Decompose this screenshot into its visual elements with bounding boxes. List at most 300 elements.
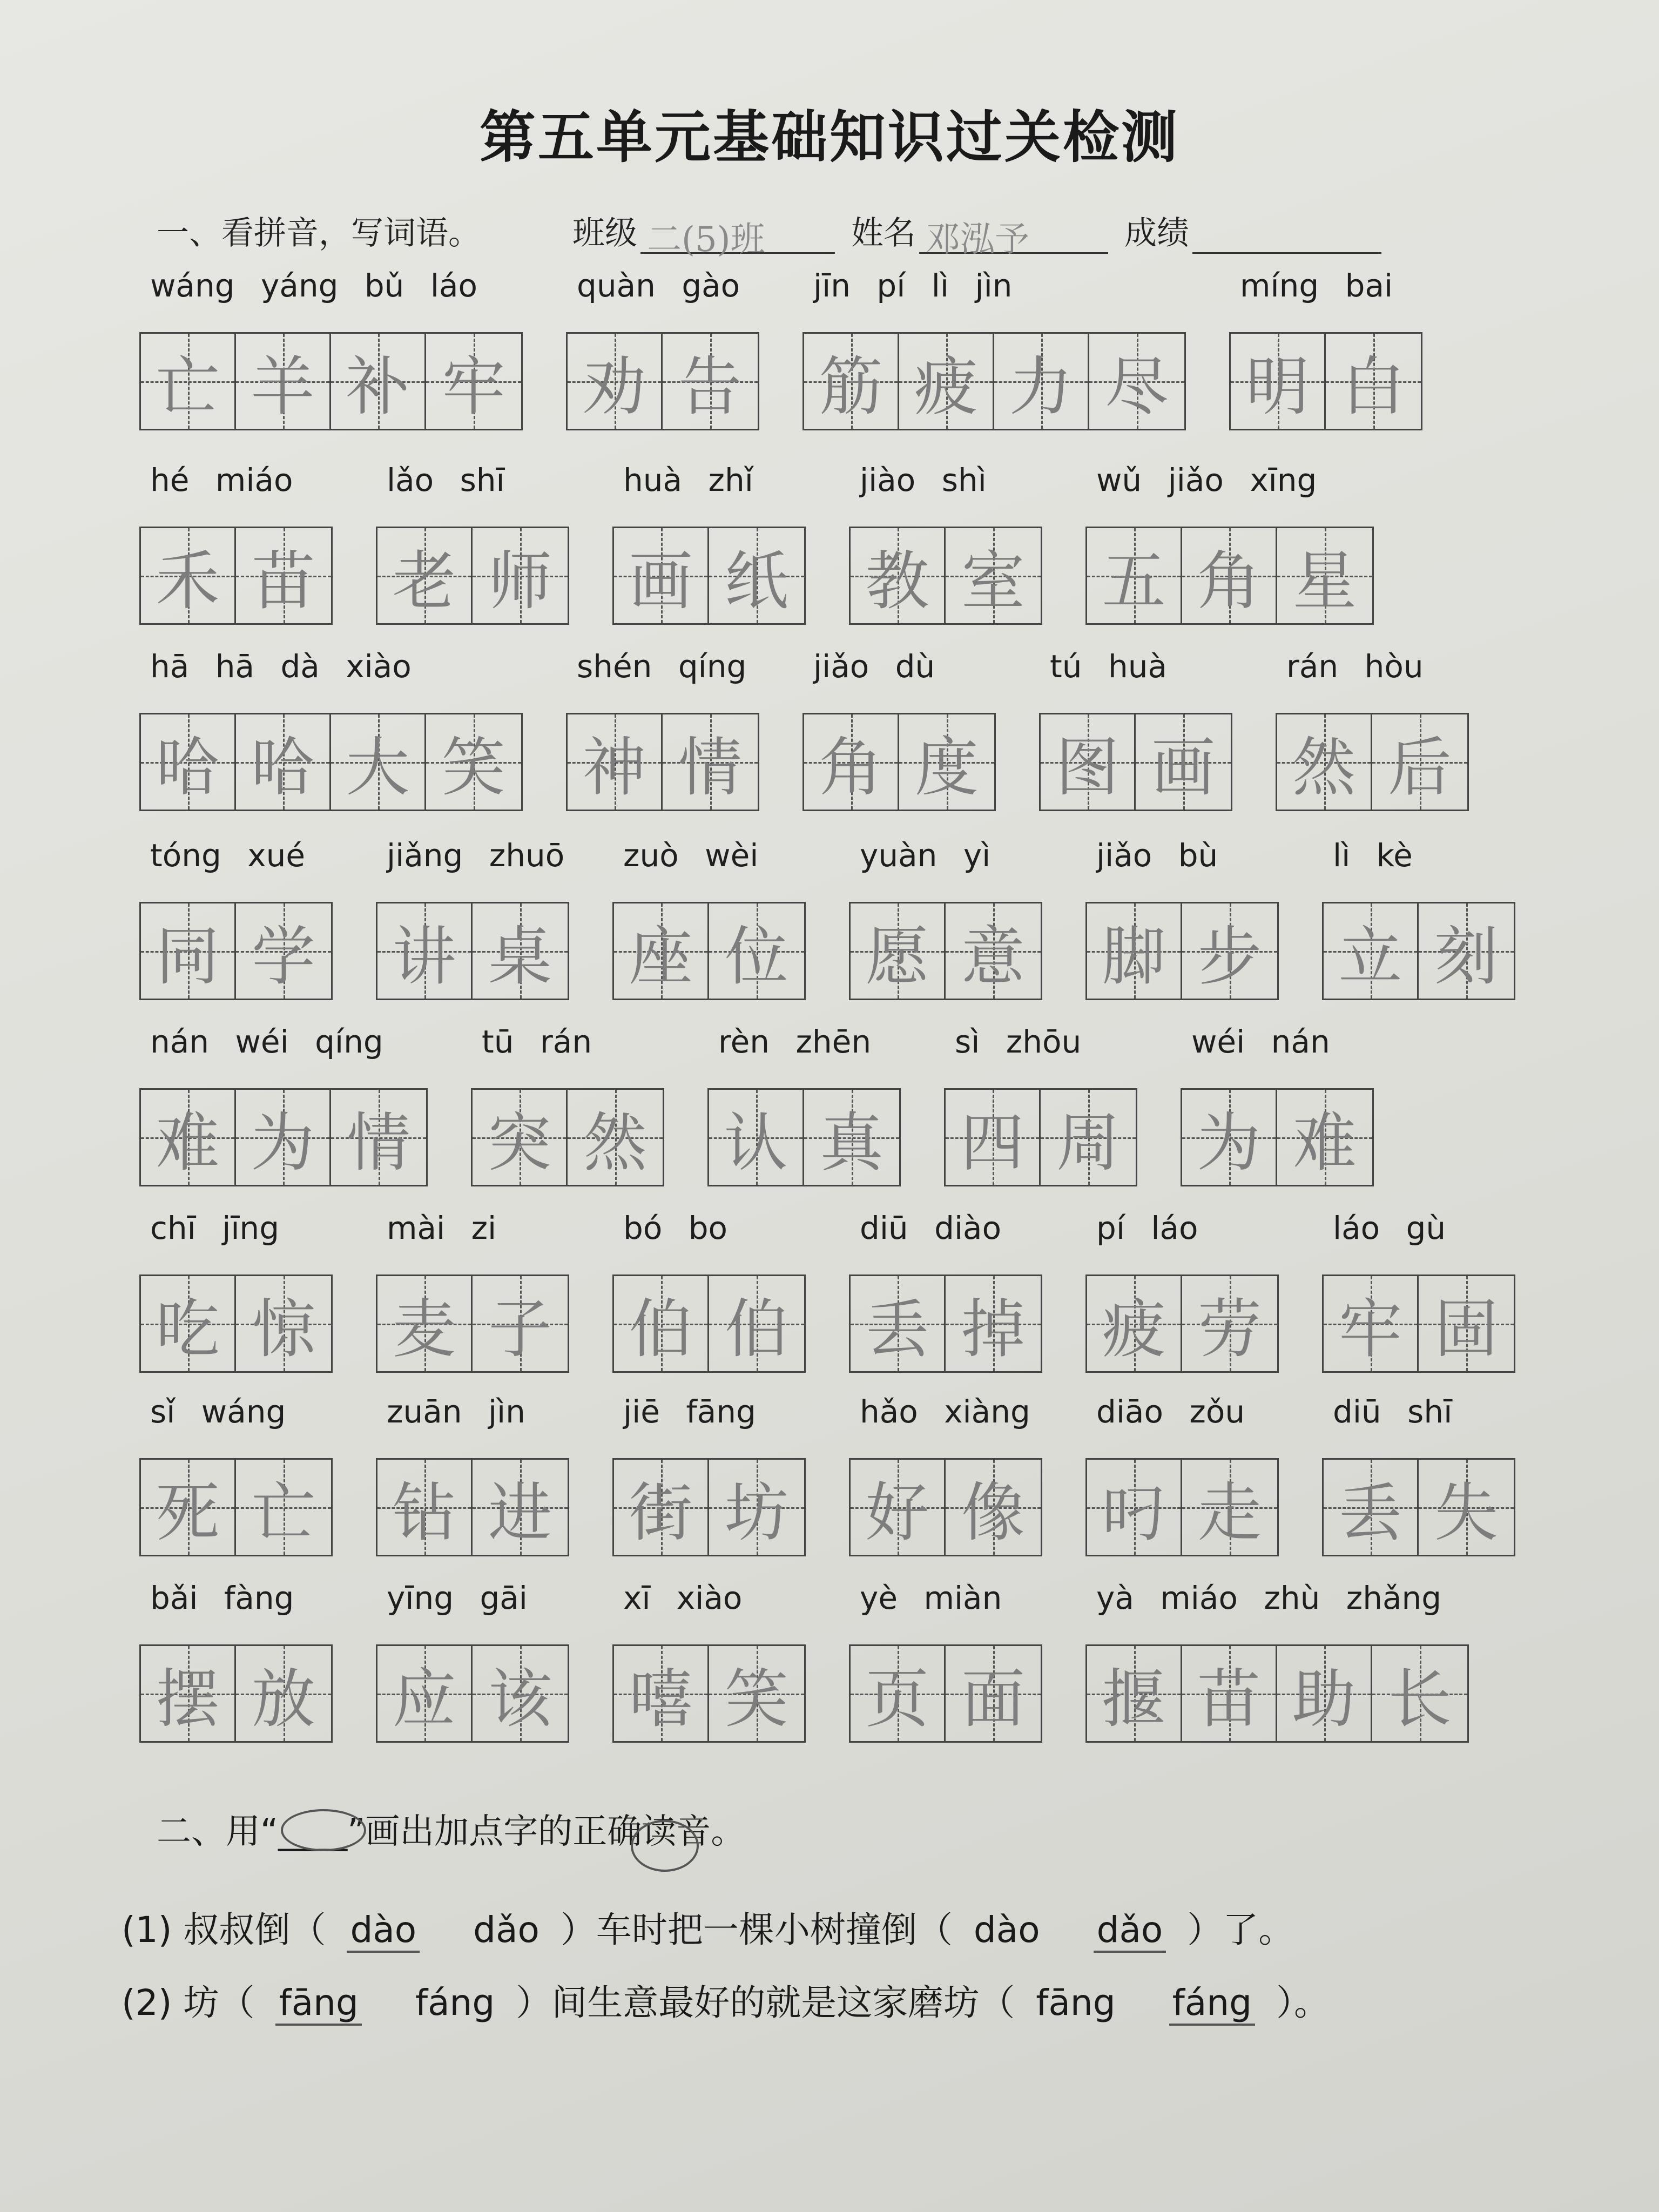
char-cell[interactable] (663, 334, 758, 429)
char-cell[interactable] (331, 714, 426, 810)
char-cell[interactable] (946, 1460, 1041, 1555)
word-box[interactable] (1322, 1274, 1515, 1373)
handwritten-char: 牢 (1338, 1292, 1402, 1366)
word-box[interactable] (1322, 1458, 1515, 1556)
char-cell[interactable] (236, 528, 331, 623)
word-box[interactable] (1085, 1458, 1279, 1556)
word-box[interactable] (849, 1458, 1042, 1556)
q1-text-1: 叔叔倒（ (183, 1909, 326, 1951)
char-cell[interactable] (141, 1276, 236, 1371)
word-box[interactable] (376, 1644, 569, 1743)
handwritten-char: 画 (629, 544, 693, 618)
q2-option-a1[interactable]: fāng (275, 1982, 361, 2026)
char-cell[interactable] (141, 1460, 236, 1555)
section1-heading: 一、看拼音，写词语。 (157, 214, 481, 252)
handwritten-char: 哈 (156, 730, 220, 805)
char-cell[interactable] (377, 1276, 473, 1371)
char-cell[interactable] (1231, 334, 1326, 429)
word-pinyin: diū shī (1333, 1393, 1453, 1430)
char-cell[interactable] (568, 1090, 663, 1185)
char-cell[interactable] (1324, 903, 1419, 999)
handwritten-char: 桌 (488, 919, 552, 994)
handwritten-char: 室 (961, 544, 1025, 618)
char-cell[interactable] (236, 1460, 331, 1555)
char-cell[interactable] (236, 903, 331, 999)
handwritten-char: 度 (914, 730, 979, 805)
name-field[interactable] (851, 207, 1108, 260)
name-value[interactable]: 邓泓予 (919, 212, 1108, 254)
char-cell[interactable] (899, 714, 994, 810)
handwritten-char: 摆 (156, 1662, 220, 1736)
word-pinyin: hǎo xiàng (860, 1393, 1030, 1430)
word-box[interactable] (139, 1644, 333, 1743)
handwritten-char: 走 (1197, 1475, 1262, 1550)
handwritten-char: 愿 (865, 919, 929, 994)
char-cell[interactable] (141, 1090, 236, 1185)
page-title: 第五单元基础知识过关检测 (479, 104, 1179, 170)
word-box[interactable] (139, 527, 333, 625)
char-cell[interactable] (1372, 714, 1467, 810)
handwritten-char: 纸 (724, 544, 788, 618)
word-pinyin: zuān jìn (387, 1393, 525, 1430)
handwritten-char: 位 (724, 919, 788, 994)
handwritten-char: 情 (678, 730, 742, 805)
word-box[interactable] (376, 902, 569, 1000)
handwritten-char: 伯 (724, 1292, 788, 1366)
char-cell[interactable] (236, 714, 331, 810)
handwritten-char: 告 (678, 349, 742, 424)
handwritten-char: 助 (1292, 1662, 1356, 1736)
char-cell[interactable] (377, 1460, 473, 1555)
handwritten-char: 星 (1292, 544, 1357, 618)
char-cell[interactable] (331, 1090, 426, 1185)
word-box[interactable] (1085, 902, 1279, 1000)
handwritten-char: 角 (819, 730, 883, 805)
word-box[interactable] (612, 1644, 806, 1743)
handwritten-char: 羊 (251, 349, 315, 424)
word-box[interactable] (1229, 332, 1422, 430)
handwritten-char: 面 (961, 1662, 1025, 1736)
char-cell[interactable] (473, 1276, 568, 1371)
char-cell[interactable] (1277, 528, 1372, 623)
word-box[interactable] (944, 1088, 1137, 1186)
word-box[interactable] (1085, 527, 1374, 625)
handwritten-char: 后 (1387, 730, 1452, 805)
handwritten-char: 放 (251, 1662, 315, 1736)
name-label: 姓名 (851, 214, 916, 252)
char-cell[interactable] (141, 1646, 236, 1741)
char-cell[interactable] (473, 1460, 568, 1555)
handwritten-char: 麦 (392, 1292, 456, 1366)
q2-option-a2[interactable]: fāng (1036, 1982, 1116, 2024)
handwritten-char: 刻 (1434, 919, 1498, 994)
char-cell[interactable] (377, 903, 473, 999)
handwritten-char: 好 (865, 1475, 929, 1550)
score-field[interactable] (1124, 207, 1381, 254)
word-box[interactable] (1322, 902, 1515, 1000)
word-box[interactable] (612, 527, 806, 625)
word-box[interactable] (376, 1458, 569, 1556)
word-box[interactable] (802, 713, 996, 811)
char-cell[interactable] (1277, 1646, 1372, 1741)
char-cell[interactable] (1277, 714, 1372, 810)
char-cell[interactable] (614, 1460, 709, 1555)
handwritten-char: 认 (724, 1105, 788, 1180)
handwritten-char: 笑 (441, 730, 505, 805)
char-cell[interactable] (331, 334, 426, 429)
word-pinyin: jīn pí lì jìn (813, 267, 1013, 304)
handwritten-char: 图 (1055, 730, 1120, 805)
word-pinyin: lì kè (1333, 837, 1413, 874)
char-cell[interactable] (804, 714, 899, 810)
word-pinyin: diāo zǒu (1096, 1393, 1245, 1430)
handwritten-char: 疲 (1102, 1292, 1166, 1366)
handwritten-char: 座 (629, 919, 693, 994)
char-cell[interactable] (709, 1090, 804, 1185)
char-cell[interactable] (946, 1646, 1041, 1741)
word-pinyin: lǎo shī (387, 462, 505, 498)
word-pinyin: yuàn yì (860, 837, 991, 874)
word-pinyin: nán wéi qíng (150, 1023, 383, 1060)
char-cell[interactable] (851, 1276, 946, 1371)
char-cell[interactable] (614, 1276, 709, 1371)
word-pinyin: rán hòu (1286, 648, 1424, 685)
word-pinyin: wéi nán (1191, 1023, 1330, 1060)
char-cell[interactable] (236, 1276, 331, 1371)
char-cell[interactable] (473, 903, 568, 999)
q2-text-2: ）间生意最好的就是这家磨坊（ (516, 1982, 1015, 2024)
word-box[interactable] (849, 902, 1042, 1000)
char-cell[interactable] (236, 334, 331, 429)
handwritten-char: 该 (488, 1662, 552, 1736)
word-box[interactable] (139, 902, 333, 1000)
word-box[interactable] (849, 527, 1042, 625)
char-cell[interactable] (426, 714, 521, 810)
word-box[interactable] (376, 527, 569, 625)
char-cell[interactable] (473, 1090, 568, 1185)
word-box[interactable] (1276, 713, 1469, 811)
char-cell[interactable] (1087, 1460, 1182, 1555)
word-pinyin: wáng yáng bǔ láo (150, 267, 478, 304)
q1-number: (1) (122, 1909, 172, 1951)
char-cell[interactable] (236, 1646, 331, 1741)
circle-mark-correct (631, 1820, 699, 1872)
word-pinyin: zuò wèi (623, 837, 759, 874)
char-cell[interactable] (709, 1460, 804, 1555)
handwritten-char: 哈 (251, 730, 315, 805)
char-cell[interactable] (709, 903, 804, 999)
q2-number: (2) (122, 1982, 172, 2024)
word-pinyin: mài zi (387, 1210, 497, 1246)
char-cell[interactable] (614, 903, 709, 999)
char-cell[interactable] (1041, 1090, 1136, 1185)
q1-text-3: ）了。 (1187, 1909, 1294, 1951)
q2-text-1: 坊（ (183, 1982, 255, 2024)
handwritten-char: 补 (346, 349, 410, 424)
word-pinyin: shén qíng (577, 648, 747, 685)
char-cell[interactable] (1087, 903, 1182, 999)
char-cell[interactable] (473, 528, 568, 623)
handwritten-char: 五 (1102, 544, 1166, 618)
char-cell[interactable] (1087, 1276, 1182, 1371)
handwritten-char: 难 (156, 1105, 220, 1180)
word-pinyin: hé miáo (150, 462, 293, 498)
char-cell[interactable] (568, 334, 663, 429)
handwritten-char: 子 (488, 1292, 552, 1366)
handwritten-char: 画 (1151, 730, 1215, 805)
char-cell[interactable] (141, 714, 236, 810)
char-cell[interactable] (946, 528, 1041, 623)
handwritten-char: 长 (1387, 1662, 1452, 1736)
handwritten-char: 步 (1197, 919, 1262, 994)
handwritten-char: 街 (629, 1475, 693, 1550)
word-box[interactable] (1085, 1644, 1469, 1743)
handwritten-char: 死 (156, 1475, 220, 1550)
word-pinyin: tú huà (1050, 648, 1167, 685)
word-box[interactable] (139, 1274, 333, 1373)
char-cell[interactable] (1419, 1460, 1514, 1555)
char-cell[interactable] (1372, 1646, 1467, 1741)
handwritten-char: 师 (488, 544, 552, 618)
char-cell[interactable] (1087, 1646, 1182, 1741)
handwritten-char: 进 (488, 1475, 552, 1550)
word-box[interactable] (612, 902, 806, 1000)
word-box[interactable] (1085, 1274, 1279, 1373)
char-cell[interactable] (1089, 334, 1184, 429)
char-cell[interactable] (1087, 528, 1182, 623)
circle-mark-quote (281, 1809, 366, 1851)
handwritten-char: 老 (392, 544, 456, 618)
handwritten-char: 教 (865, 544, 929, 618)
char-cell[interactable] (851, 528, 946, 623)
word-pinyin: jiǎng zhuō (387, 837, 565, 874)
class-label: 班级 (572, 214, 637, 252)
word-box[interactable] (802, 332, 1186, 430)
word-pinyin: láo gù (1333, 1210, 1446, 1246)
word-box[interactable] (566, 713, 759, 811)
handwritten-char: 白 (1341, 349, 1405, 424)
word-box[interactable] (139, 1088, 428, 1186)
handwritten-char: 意 (961, 919, 1025, 994)
char-cell[interactable] (1324, 1460, 1419, 1555)
handwritten-char: 应 (392, 1662, 456, 1736)
handwritten-char: 禾 (156, 544, 220, 618)
word-box[interactable] (566, 332, 759, 430)
word-pinyin: huà zhǐ (623, 462, 753, 498)
handwritten-char: 像 (961, 1475, 1025, 1550)
char-cell[interactable] (994, 334, 1089, 429)
char-cell[interactable] (1324, 1276, 1419, 1371)
char-cell[interactable] (946, 1276, 1041, 1371)
char-cell[interactable] (663, 714, 758, 810)
char-cell[interactable] (614, 1646, 709, 1741)
handwritten-char: 情 (346, 1105, 410, 1180)
word-pinyin: yè miàn (860, 1580, 1002, 1616)
char-cell[interactable] (377, 528, 473, 623)
handwritten-char: 为 (1197, 1105, 1261, 1180)
q2-text-3: ）。 (1276, 1982, 1330, 2024)
handwritten-char: 劝 (582, 349, 646, 424)
word-box[interactable] (1181, 1088, 1374, 1186)
handwritten-char: 明 (1245, 349, 1310, 424)
word-box[interactable] (612, 1274, 806, 1373)
word-pinyin: rèn zhēn (718, 1023, 872, 1060)
char-cell[interactable] (804, 1090, 899, 1185)
handwritten-char: 亡 (156, 349, 220, 424)
handwritten-char: 大 (346, 730, 410, 805)
word-box[interactable] (612, 1458, 806, 1556)
char-cell[interactable] (899, 334, 994, 429)
word-box[interactable] (139, 713, 523, 811)
word-pinyin: sì zhōu (955, 1023, 1082, 1060)
char-cell[interactable] (1182, 528, 1277, 623)
word-pinyin: jiǎo bù (1096, 837, 1218, 874)
word-pinyin: yīng gāi (387, 1580, 528, 1616)
word-pinyin: hā hā dà xiào (150, 648, 412, 685)
char-cell[interactable] (1326, 334, 1421, 429)
handwritten-char: 揠 (1102, 1662, 1166, 1736)
char-cell[interactable] (141, 528, 236, 623)
handwritten-char: 立 (1338, 919, 1402, 994)
section1-header (157, 194, 1399, 260)
question-1 (122, 1901, 1294, 1952)
q2-option-b2[interactable]: fáng (1169, 1982, 1255, 2026)
word-pinyin: jiào shì (860, 462, 987, 498)
word-pinyin: tū rán (482, 1023, 592, 1060)
handwritten-char: 牢 (441, 349, 505, 424)
char-cell[interactable] (614, 528, 709, 623)
char-cell[interactable] (946, 903, 1041, 999)
char-cell[interactable] (709, 528, 804, 623)
word-pinyin: sǐ wáng (150, 1393, 286, 1430)
handwritten-char: 突 (487, 1105, 551, 1180)
word-pinyin: xī xiào (623, 1580, 743, 1616)
word-box[interactable] (1039, 713, 1232, 811)
char-cell[interactable] (709, 1276, 804, 1371)
class-field[interactable] (572, 207, 835, 260)
handwritten-char: 疲 (914, 349, 978, 424)
handwritten-char: 难 (1292, 1105, 1357, 1180)
handwritten-char: 吃 (156, 1292, 220, 1366)
word-box[interactable] (849, 1644, 1042, 1743)
handwritten-char: 丢 (865, 1292, 929, 1366)
word-pinyin: jiē fāng (623, 1393, 756, 1430)
q2-option-b1[interactable]: fáng (415, 1982, 495, 2024)
char-cell[interactable] (1182, 1090, 1277, 1185)
char-cell[interactable] (851, 1646, 946, 1741)
word-box[interactable] (849, 1274, 1042, 1373)
handwritten-char: 笑 (724, 1662, 788, 1736)
handwritten-char: 苗 (1197, 1662, 1261, 1736)
word-pinyin: bó bo (623, 1210, 728, 1246)
word-pinyin: bǎi fàng (150, 1580, 294, 1616)
char-cell[interactable] (1182, 1646, 1277, 1741)
handwritten-char: 钻 (392, 1475, 456, 1550)
char-cell[interactable] (1419, 903, 1514, 999)
handwritten-char: 然 (1292, 730, 1356, 805)
handwritten-char: 丢 (1338, 1475, 1402, 1550)
char-cell[interactable] (141, 334, 236, 429)
char-cell[interactable] (1182, 1460, 1277, 1555)
char-cell[interactable] (426, 334, 521, 429)
word-pinyin: chī jīng (150, 1210, 280, 1246)
handwritten-char: 掉 (961, 1292, 1025, 1366)
q1-option-a1[interactable]: dào (347, 1909, 420, 1953)
handwritten-char: 脚 (1102, 919, 1166, 994)
handwritten-char: 固 (1434, 1292, 1498, 1366)
word-pinyin: diū diào (860, 1210, 1002, 1246)
handwritten-char: 真 (819, 1105, 884, 1180)
char-cell[interactable] (1419, 1276, 1514, 1371)
char-cell[interactable] (473, 1646, 568, 1741)
score-label: 成绩 (1124, 214, 1189, 252)
section2-heading: 二、用“____”画出加点字的正确读音。 (157, 1812, 746, 1852)
handwritten-char: 为 (251, 1105, 315, 1180)
word-box[interactable] (139, 1458, 333, 1556)
class-value[interactable]: 二(5)班 (640, 212, 835, 254)
handwritten-char: 四 (960, 1105, 1024, 1180)
handwritten-char: 坊 (724, 1475, 788, 1550)
char-cell[interactable] (851, 1460, 946, 1555)
char-cell[interactable] (1277, 1090, 1372, 1185)
word-pinyin: jiǎo dù (813, 648, 935, 685)
char-cell[interactable] (709, 1646, 804, 1741)
q1-option-a2[interactable]: dào (973, 1909, 1040, 1951)
question-2 (122, 1974, 1330, 2025)
word-box[interactable] (376, 1274, 569, 1373)
word-pinyin: tóng xué (150, 837, 306, 874)
char-cell[interactable] (804, 334, 899, 429)
handwritten-char: 同 (156, 919, 220, 994)
handwritten-char: 叼 (1102, 1475, 1166, 1550)
char-cell[interactable] (946, 1090, 1041, 1185)
handwritten-char: 神 (582, 730, 646, 805)
handwritten-char: 学 (251, 919, 315, 994)
char-cell[interactable] (1041, 714, 1136, 810)
word-pinyin: wǔ jiǎo xīng (1096, 462, 1317, 498)
q1-option-b2[interactable]: dǎo (1094, 1909, 1166, 1953)
char-cell[interactable] (851, 903, 946, 999)
char-cell[interactable] (377, 1646, 473, 1741)
char-cell[interactable] (1136, 714, 1231, 810)
handwritten-char: 角 (1197, 544, 1261, 618)
q1-option-b1[interactable]: dǎo (473, 1909, 539, 1951)
char-cell[interactable] (1182, 1276, 1277, 1371)
handwritten-char: 失 (1434, 1475, 1498, 1550)
word-box[interactable] (139, 332, 523, 430)
handwritten-char: 亡 (251, 1475, 315, 1550)
handwritten-char: 筋 (819, 349, 883, 424)
handwritten-char: 劳 (1197, 1292, 1262, 1366)
word-pinyin: míng bai (1240, 267, 1393, 304)
handwritten-char: 苗 (251, 544, 315, 618)
word-pinyin: quàn gào (577, 267, 740, 304)
char-cell[interactable] (1182, 903, 1277, 999)
word-box[interactable] (707, 1088, 901, 1186)
handwritten-char: 页 (865, 1662, 929, 1736)
q1-text-2: ）车时把一棵小树撞倒（ (560, 1909, 953, 1951)
word-pinyin: pí láo (1096, 1210, 1198, 1246)
handwritten-char: 周 (1056, 1105, 1120, 1180)
handwritten-char: 惊 (251, 1292, 315, 1366)
char-cell[interactable] (141, 903, 236, 999)
char-cell[interactable] (568, 714, 663, 810)
char-cell[interactable] (236, 1090, 331, 1185)
handwritten-char: 伯 (629, 1292, 693, 1366)
word-box[interactable] (471, 1088, 664, 1186)
score-value[interactable] (1192, 212, 1381, 254)
handwritten-char: 尽 (1104, 349, 1169, 424)
